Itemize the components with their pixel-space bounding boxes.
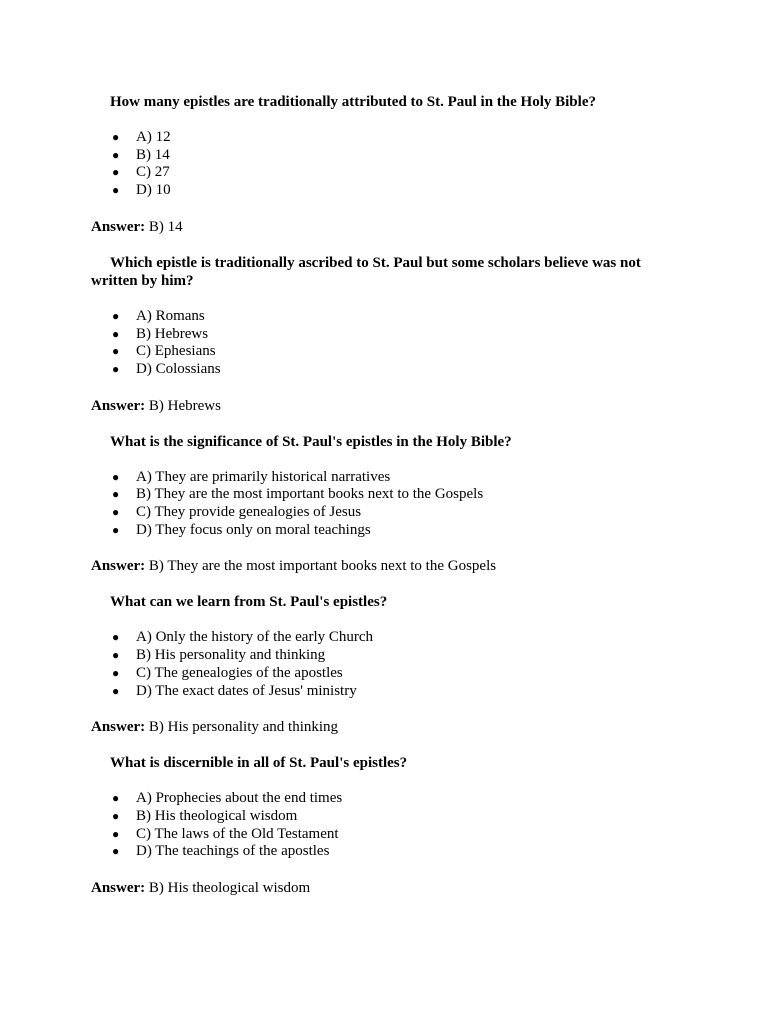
option-label: B) They are the most important books next to the Gospels <box>136 486 484 503</box>
bullet-icon: ● <box>112 361 120 376</box>
option-item <box>112 629 658 647</box>
question-text: How many epistles are traditionally attributed to St. Paul in the Holy Bible? <box>110 94 596 110</box>
option-label: D) 10 <box>136 182 171 199</box>
bullet-icon: ● <box>112 469 120 484</box>
bullet-icon: ● <box>112 808 120 823</box>
question-block-3 <box>91 433 658 576</box>
option-label: A) They are primarily historical narratives <box>136 468 391 485</box>
answer-label: Answer: <box>91 558 146 575</box>
option-item <box>112 807 658 826</box>
answer-label: Answer: <box>91 719 146 736</box>
option-item <box>112 129 658 147</box>
option-list <box>91 129 658 200</box>
option-label: A) Only the history of the early Church <box>136 629 374 646</box>
option-item <box>112 664 658 683</box>
option-list <box>91 790 658 861</box>
bullet-icon: ● <box>112 344 120 359</box>
option-label: A) Prophecies about the end times <box>136 790 343 807</box>
option-item <box>112 164 658 182</box>
option-item <box>112 360 658 379</box>
bullet-icon: ● <box>112 683 120 698</box>
question-block-2 <box>91 254 658 415</box>
option-item <box>112 468 658 487</box>
option-list <box>91 469 658 540</box>
option-label: C) Ephesians <box>136 343 216 360</box>
bullet-icon: ● <box>112 326 120 341</box>
answer-label: Answer: <box>91 218 146 235</box>
answer-line <box>91 879 658 897</box>
answer-label: Answer: <box>91 880 146 897</box>
answer-value: B) His theological wisdom <box>145 880 311 897</box>
answer-label: Answer: <box>91 397 146 414</box>
option-label: D) The teachings of the apostles <box>136 843 330 860</box>
bullet-icon: ● <box>112 487 120 502</box>
option-item <box>112 486 658 504</box>
option-item <box>112 790 658 808</box>
option-item <box>112 182 658 200</box>
option-item <box>112 825 658 844</box>
option-label: B) His personality and thinking <box>136 647 326 664</box>
bullet-icon: ● <box>112 522 120 537</box>
bullet-icon: ● <box>112 505 120 520</box>
option-item <box>112 521 658 540</box>
bullet-icon: ● <box>112 648 120 663</box>
option-item <box>112 682 658 701</box>
answer-line <box>91 218 658 236</box>
option-item <box>112 647 658 665</box>
question-block-1 <box>91 93 658 236</box>
question-text: What is discernible in all of St. Paul's epistles? <box>110 755 408 772</box>
option-label: C) 27 <box>136 164 170 181</box>
bullet-icon: ● <box>112 308 120 323</box>
question-text: What can we learn from St. Paul's epistles? <box>110 594 388 611</box>
option-item <box>112 325 658 344</box>
answer-line <box>91 557 658 575</box>
option-item <box>112 146 658 165</box>
option-item <box>112 504 658 522</box>
question-block-5 <box>91 754 658 897</box>
option-label: D) They focus only on moral teachings <box>136 521 371 538</box>
bullet-icon: ● <box>112 630 120 645</box>
option-list <box>91 308 658 379</box>
bullet-icon: ● <box>112 147 120 162</box>
option-label: C) The laws of the Old Testament <box>136 825 339 842</box>
question-block-4 <box>91 593 658 736</box>
bullet-icon: ● <box>112 791 120 806</box>
option-label: A) Romans <box>136 307 205 324</box>
option-label: C) They provide genealogies of Jesus <box>136 504 362 521</box>
answer-line <box>91 397 658 415</box>
bullet-icon: ● <box>112 844 120 859</box>
option-label: B) Hebrews <box>136 325 209 342</box>
bullet-icon: ● <box>112 665 120 680</box>
question-text: What is the significance of St. Paul's epistles in the Holy Bible? <box>110 433 512 450</box>
option-list <box>91 629 658 700</box>
question-text: Which epistle is traditionally ascribed to St. Paul but some scholars believe was not written by him? <box>91 254 641 289</box>
option-item <box>112 343 658 361</box>
option-label: A) 12 <box>136 129 171 145</box>
option-label: B) His theological wisdom <box>136 807 298 824</box>
bullet-icon: ● <box>112 826 120 841</box>
answer-value: B) They are the most important books next to the Gospels <box>145 558 497 575</box>
option-label: C) The genealogies of the apostles <box>136 664 343 681</box>
option-label: B) 14 <box>136 146 170 163</box>
option-item <box>112 843 658 861</box>
bullet-icon: ● <box>112 183 120 198</box>
option-label: D) Colossians <box>136 360 221 377</box>
option-item <box>112 307 658 326</box>
bullet-icon: ● <box>112 130 120 144</box>
answer-value: B) His personality and thinking <box>145 719 339 736</box>
option-label: D) The exact dates of Jesus' ministry <box>136 682 357 699</box>
answer-value: B) Hebrews <box>145 397 221 414</box>
answer-value: B) 14 <box>145 218 183 235</box>
bullet-icon: ● <box>112 165 120 180</box>
answer-line <box>91 718 658 736</box>
